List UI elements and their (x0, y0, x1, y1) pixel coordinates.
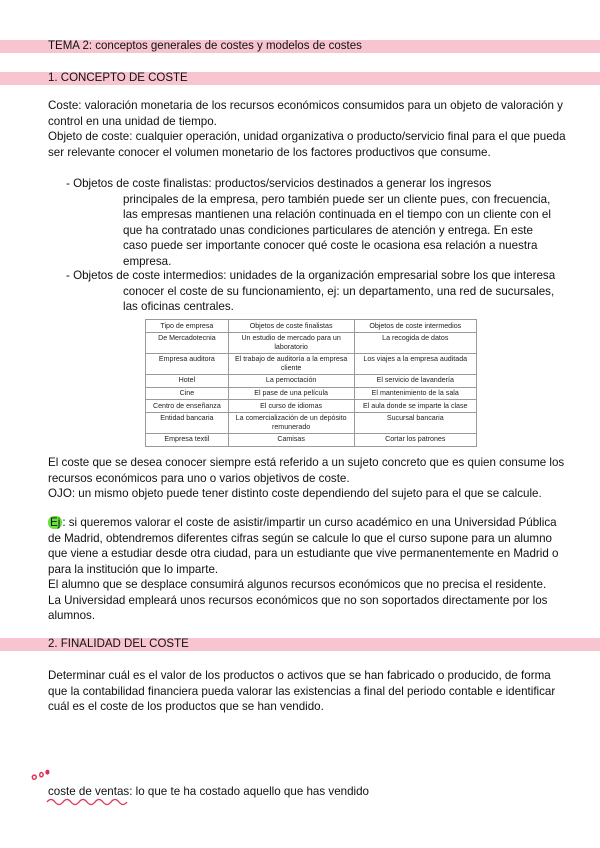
cost-object-definition: Objeto de coste: cualquier operación, unidad organizativa o producto/servicio final para el que pueda ser relevante conocer el volumen monetario de los factores productivos que consume. (48, 130, 566, 159)
section2-title: 2. FINALIDAD DEL COSTE (48, 638, 189, 650)
table-cell: Cine (146, 387, 229, 400)
squiggle-icon (46, 796, 130, 806)
table-cell: El aula donde se imparte la clase (354, 400, 476, 413)
table-row (146, 412, 477, 433)
table-cell: Camisas (228, 433, 354, 446)
example-block (48, 515, 568, 624)
bullet-continuation: principales de la empresa, pero también puede ser un cliente pues, con frecuencia, las empresas mantienen una relación continuada en el tiempo con un cliente con el que ha contratado unas condiciones particulares de atención y entrega. En este caso puede ser importante conocer qué coste le ocasiona esa relación a nuestra empresa. (123, 192, 551, 268)
purpose-text: Determinar cuál es el valor de los productos o activos que se han fabricado o producido, de forma que la contabilidad financiera pueda valorar las existencias a final del periodo contable e identificar cuál es el coste de los productos que se han vendido. (48, 669, 556, 713)
table-row (146, 332, 477, 353)
table-row (146, 400, 477, 413)
example-body: : si queremos valorar el coste de asistir/impartir un curso académico en una Universidad Pública de Madrid, obtendremos diferentes cifras según se calcule lo que el curso supone para un alumno que viene a estudiar desde otra ciudad, para un estudiante que vive permanentemente en Madrid o para la institución que lo imparte. (48, 516, 559, 576)
table-cell: De Mercadotecnia (146, 332, 229, 353)
note-definition: : lo que te ha costado aquello que has vendido (129, 785, 370, 798)
table-header: Objetos de coste intermedios (354, 320, 476, 333)
subject-note: El coste que se desea conocer siempre está referido a un sujeto concreto que es quien consume los recursos económicos para uno o varios objetivos de coste. (48, 456, 565, 485)
table-cell: El mantenimiento de la sala (354, 387, 476, 400)
ojo-note: OJO: un mismo objeto puede tener distinto coste dependiendo del sujeto para el que se calcule. (48, 487, 542, 500)
table-cell: Empresa auditora (146, 353, 229, 374)
definition-block (48, 98, 568, 160)
table-row (146, 433, 477, 446)
table-cell: Un estudio de mercado para un laboratorio (228, 332, 354, 353)
table-header: Tipo de empresa (146, 320, 229, 333)
table-cell: Centro de enseñanza (146, 400, 229, 413)
table-cell: El pase de una película (228, 387, 354, 400)
cost-objects-table (145, 319, 477, 447)
table-cell: El servicio de lavandería (354, 374, 476, 387)
example-line-3: La Universidad empleará unos recursos económicos que no son soportados directamente por los alumnos. (48, 593, 548, 622)
table-cell: La pernoctación (228, 374, 354, 387)
doodle-icon (30, 768, 52, 782)
table-cell: La recogida de datos (354, 332, 476, 353)
table-row (146, 353, 477, 374)
table-cell: Sucursal bancaria (354, 412, 476, 433)
table-cell: Los viajes a la empresa auditada (354, 353, 476, 374)
table-cell: Cortar los patrones (354, 433, 476, 446)
example-text (48, 515, 568, 577)
note-term: coste de ventas (48, 785, 130, 798)
table-cell: La comercialización de un depósito remunerado (228, 412, 354, 433)
bullet-intermedios (66, 268, 556, 315)
bullet-first-line: - Objetos de coste finalistas: productos/servicios destinados a generar los ingresos (66, 177, 492, 190)
example-highlight: Ej (50, 516, 61, 529)
table-cell: Entidad bancaria (146, 412, 229, 433)
section1-title: 1. CONCEPTO DE COSTE (48, 72, 188, 84)
table-header: Objetos de coste finalistas (228, 320, 354, 333)
document-topic: TEMA 2: conceptos generales de costes y modelos de costes (48, 40, 362, 52)
table-cell: Empresa textil (146, 433, 229, 446)
bullet-continuation: conocer el coste de su funcionamiento, ej: un departamento, una red de sucursales, las oficinas centrales. (123, 284, 555, 313)
example-line-2: El alumno que se desplace consumirá algunos recursos económicos que no precisa el residente. (48, 578, 547, 591)
cost-definition: Coste: valoración monetaria de los recursos económicos consumidos para un objeto de valoración y control en una unidad de tiempo. (48, 99, 563, 128)
table-cell: El curso de idiomas (228, 400, 354, 413)
table-row (146, 387, 477, 400)
table-header-row (146, 320, 477, 333)
subject-block (48, 455, 568, 502)
bullet-first-line: - Objetos de coste intermedios: unidades de la organización empresarial sobre los que interesa (66, 269, 556, 282)
table-cell: El trabajo de auditoría a la empresa cliente (228, 353, 354, 374)
table-cell: Hotel (146, 374, 229, 387)
purpose-block (48, 668, 568, 715)
table-row (146, 374, 477, 387)
bullet-finalistas (66, 176, 556, 269)
